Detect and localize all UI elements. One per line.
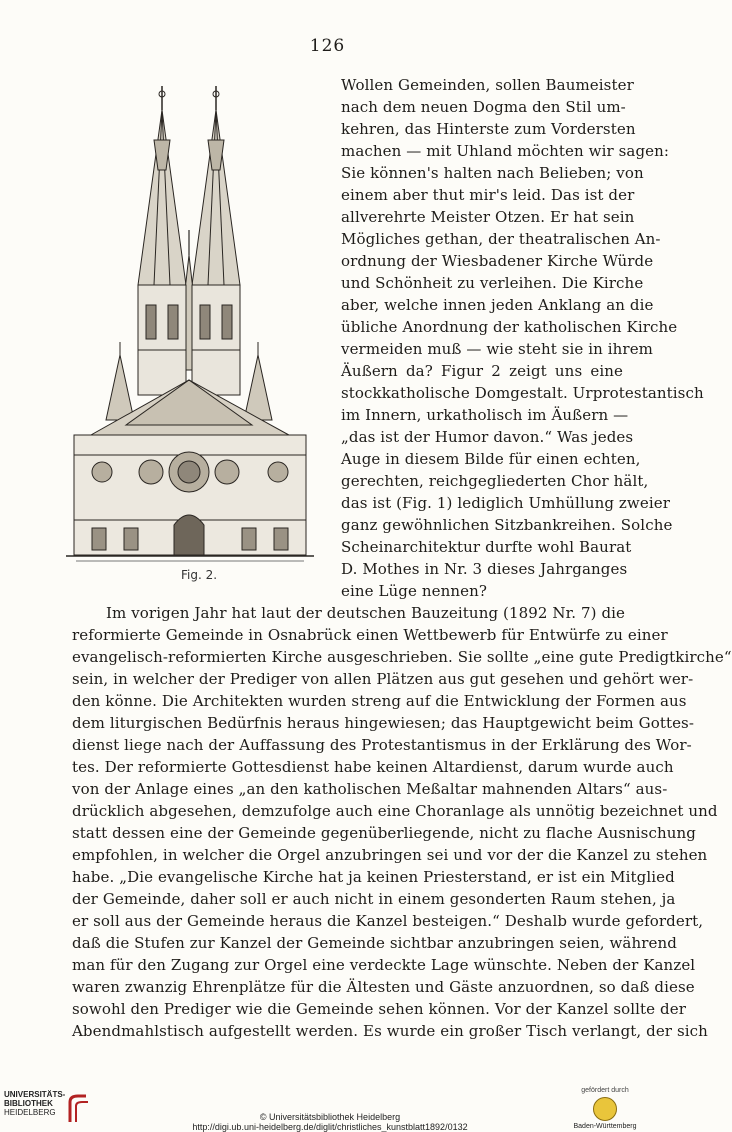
text-line: tes. Der reformierte Gottesdienst habe keinen Altardienst, darum wurde auch [72, 758, 674, 776]
text-line: stockkatholische Domgestalt. Urprotestantisch [341, 384, 704, 402]
text-line: einem aber thut mir's leid. Das ist der [341, 186, 635, 204]
text-line: ordnung der Wiesbadener Kirche Würde [341, 252, 654, 270]
library-name-line: HEIDELBERG [4, 1108, 56, 1117]
text-line: Mögliches gethan, der theatralischen An- [341, 230, 661, 248]
copyright-text: © Universitätsbibliothek Heidelberg [259, 1112, 401, 1122]
digitization-footer [0, 1078, 655, 1132]
text-line: im Innern, urkatholisch im Äußern — [341, 406, 629, 424]
text-line: nach dem neuen Dogma den Stil um- [341, 98, 626, 116]
text-line: reformierte Gemeinde in Osnabrück einen Wettbewerb für Entwürfe zu einer [72, 626, 668, 644]
text-line: dienst liege nach der Auffassung des Protestantismus in der Erklärung des Wor- [72, 736, 692, 754]
text-line: Äußern da? Figur 2 zeigt uns eine [341, 362, 623, 380]
text-line: evangelisch-reformierten Kirche ausgeschrieben. Sie sollte „eine gute Predigtkirche“ [72, 648, 732, 666]
source-url[interactable]: http://digi.ub.uni-heidelberg.de/diglit/christliches_kunstblatt1892/0132 [192, 1122, 468, 1132]
library-name-line: UNIVERSITÄTS- [4, 1090, 66, 1099]
text-line: dem liturgischen Bedürfnis heraus hingewiesen; das Hauptgewicht beim Gottes- [72, 714, 695, 732]
text-line: eine Lüge nennen? [341, 582, 487, 600]
text-line: sein, in welcher der Prediger von allen Plätzen aus gut gesehen und gehört wer- [72, 670, 694, 688]
library-name-line: BIBLIOTHEK [4, 1099, 53, 1108]
text-line: von der Anlage eines „an den katholischen Meßaltar mahnenden Altars“ aus- [72, 780, 668, 798]
text-line: der Gemeinde, daher soll er auch nicht in einem gesonderten Raum stehen, ja [72, 890, 676, 908]
text-line: „das ist der Humor davon.“ Was jedes [341, 428, 634, 446]
text-line: drücklich abgesehen, demzufolge auch eine Choranlage als unnötig bezeichnet und [72, 802, 718, 820]
text-line: und Schönheit zu verleihen. Die Kirche [341, 274, 644, 292]
text-line: allverehrte Meister Otzen. Er hat sein [341, 208, 635, 226]
state-crest-icon [593, 1097, 617, 1121]
sponsor-name: Baden-Württemberg [573, 1123, 637, 1130]
sponsor-block [565, 1086, 645, 1131]
text-line: Sie können's halten nach Belieben; von [341, 164, 644, 182]
page-number: 126 [309, 36, 346, 56]
library-mark-icon [66, 1094, 90, 1124]
text-line: Scheinarchitektur durfte wohl Baurat [341, 538, 632, 556]
text-line: man für den Zugang zur Orgel eine verdeckte Lage wünschte. Neben der Kanzel [72, 956, 696, 974]
text-line: empfohlen, in welcher die Orgel anzubringen sei und vor der die Kanzel zu stehen [72, 846, 708, 864]
text-line: Wollen Gemeinden, sollen Baumeister [341, 76, 634, 94]
text-line: statt dessen eine der Gemeinde gegenüberliegende, nicht zu flache Ausnischung [72, 824, 696, 842]
text-line: D. Mothes in Nr. 3 dieses Jahrganges [341, 560, 628, 578]
text-line: habe. „Die evangelische Kirche hat ja keinen Priesterstand, er ist ein Mitglied [72, 868, 675, 886]
sponsor-label: gefördert durch [581, 1087, 629, 1094]
paragraph-start: Im vorigen Jahr hat laut der deutschen Bauzeitung (1892 Nr. 7) die [106, 604, 626, 622]
text-line: kehren, das Hinterste zum Vordersten [341, 120, 636, 138]
text-line: Abendmahlstisch aufgestellt werden. Es wurde ein großer Tisch verlangt, der sich [72, 1022, 708, 1040]
figure-caption: Fig. 2. [181, 568, 218, 582]
text-line: das ist (Fig. 1) lediglich Umhüllung zweier [341, 494, 670, 512]
church-drawing [66, 80, 314, 570]
text-line: aber, welche innen jeden Anklang an die [341, 296, 654, 314]
church-illustration [66, 80, 314, 592]
text-line: sowohl den Prediger wie die Gemeinde sehen können. Vor der Kanzel sollte der [72, 1000, 686, 1018]
text-line: waren zwanzig Ehrenplätze für die Ältesten und Gäste anzuordnen, so daß diese [72, 978, 695, 996]
text-line: übliche Anordnung der katholischen Kirche [341, 318, 678, 336]
text-line: vermeiden muß — wie steht sie in ihrem [341, 340, 654, 358]
text-line: gerechten, reichgegliederten Chor hält, [341, 472, 649, 490]
text-line: machen — mit Uhland möchten wir sagen: [341, 142, 670, 160]
text-line: ganz gewöhnlichen Sitzbankreihen. Solche [341, 516, 673, 534]
text-line: daß die Stufen zur Kanzel der Gemeinde sichtbar anzubringen seien, während [72, 934, 677, 952]
text-line: Auge in diesem Bilde für einen echten, [341, 450, 641, 468]
copyright-block [170, 1112, 490, 1132]
text-line: den könne. Die Architekten wurden streng auf die Entwicklung der Formen aus [72, 692, 687, 710]
text-line: er soll aus der Gemeinde heraus die Kanzel besteigen.“ Deshalb wurde gefordert, [72, 912, 704, 930]
